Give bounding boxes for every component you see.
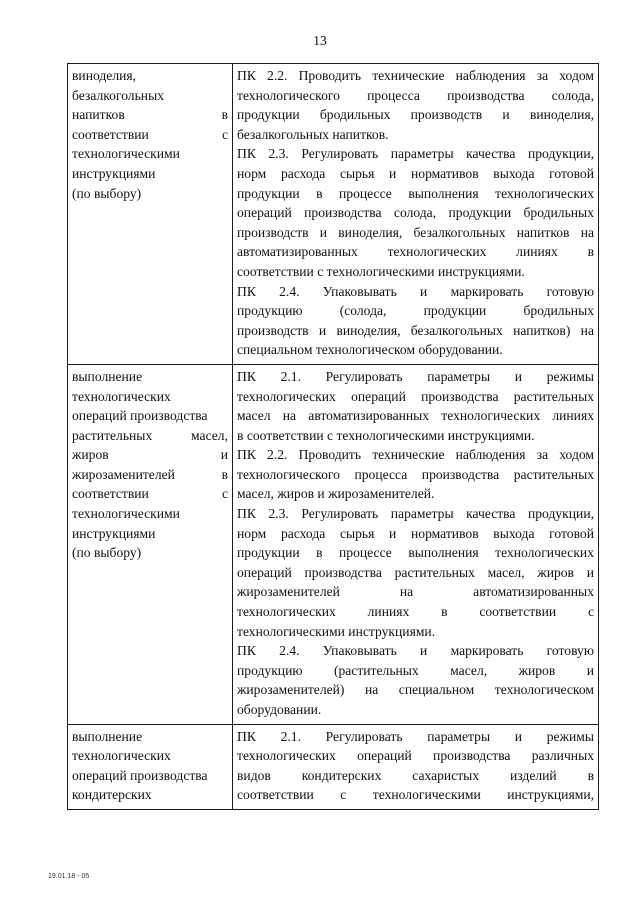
- competency-line: операций производства солода, продукции бродильных: [237, 205, 594, 221]
- competency-line: специальном технологическом оборудовании.: [237, 342, 503, 358]
- activity-line: технологическими: [72, 506, 180, 522]
- table-row: [68, 64, 599, 365]
- activity-line: виноделия,: [72, 68, 137, 83]
- competency-line: ПК 2.4. Упаковывать и маркировать готовую: [237, 643, 594, 659]
- footer-code: 19.01.18 - 05: [48, 873, 90, 880]
- competency-line: производств и виноделия, безалкогольных напитков) на: [237, 322, 594, 338]
- competency-cell: [233, 64, 599, 365]
- activity-line: операций производства: [72, 767, 208, 783]
- competency-line: автоматизированных технологических линиях в: [237, 244, 594, 260]
- activity-line: жирозаменителей в: [72, 466, 228, 482]
- competency-line: безалкогольных напитков.: [237, 126, 389, 142]
- competency-line: ПК 2.1. Регулировать параметры и режимы: [237, 368, 594, 384]
- activity-line: инструкциями: [72, 165, 156, 181]
- competency-line: продукции в процессе выполнения технологических: [237, 545, 594, 561]
- activity-line: соответствии с: [72, 486, 228, 502]
- competency-line: технологических операций производства растительных: [237, 388, 594, 404]
- activity-line: технологических: [72, 748, 171, 764]
- competency-line: ПК 2.2. Проводить технические наблюдения за ходом: [237, 68, 594, 83]
- activity-cell: [68, 64, 233, 365]
- competency-line: норм расхода сырья и нормативов выхода готовой: [237, 525, 594, 541]
- competency-line: продукции бродильных производств и виноделия,: [237, 107, 594, 123]
- competency-line: продукции в процессе выполнения технологических: [237, 185, 594, 201]
- activity-line: операций производства: [72, 408, 208, 424]
- competency-line: производств и виноделия, безалкогольных напитков на: [237, 224, 594, 240]
- activity-line: соответствии с: [72, 126, 228, 142]
- competency-line: технологических операций производства различных: [237, 748, 594, 764]
- competency-line: ПК 2.2. Проводить технические наблюдения за ходом: [237, 447, 594, 463]
- competency-line: норм расхода сырья и нормативов выхода готовой: [237, 165, 594, 181]
- table-row: [68, 364, 599, 724]
- activity-line: (по выбору): [72, 545, 142, 561]
- competency-line: масел, жиров и жирозаменителей.: [237, 486, 435, 502]
- competency-line: жирозаменителей на автоматизированных: [237, 584, 594, 600]
- competency-line: соответствии с технологическими инструкциями,: [237, 787, 594, 803]
- activity-line: растительных масел,: [72, 427, 228, 443]
- competency-cell: [233, 364, 599, 724]
- activity-line: выполнение: [72, 368, 143, 384]
- activity-line: технологических: [72, 388, 171, 404]
- table-row: [68, 724, 599, 809]
- competency-line: соответствии с технологическими инструкциями.: [237, 263, 525, 279]
- competency-cell: [233, 724, 599, 809]
- activity-line: кондитерских: [72, 787, 152, 803]
- activity-line: жиров и: [72, 447, 228, 463]
- competency-line: масел на автоматизированных технологических линиях: [237, 408, 594, 424]
- competency-line: ПК 2.4. Упаковывать и маркировать готовую: [237, 283, 594, 299]
- activity-cell: [68, 364, 233, 724]
- competency-line: видов кондитерских сахаристых изделий в: [237, 767, 594, 783]
- activity-line: (по выбору): [72, 185, 142, 201]
- competency-line: операций производства растительных масел, жиров и: [237, 564, 594, 580]
- competency-line: ПК 2.1. Регулировать параметры и режимы: [237, 728, 594, 744]
- competency-line: технологических линиях в соответствии с: [237, 604, 594, 620]
- competency-line: технологическими инструкциями.: [237, 623, 436, 639]
- competency-line: ПК 2.3. Регулировать параметры качества продукции,: [237, 146, 594, 162]
- competency-line: в соответствии с технологическими инструкциями.: [237, 427, 535, 443]
- competency-line: продукцию (растительных масел, жиров и: [237, 662, 594, 678]
- activity-cell: [68, 724, 233, 809]
- competency-line: ПК 2.3. Регулировать параметры качества продукции,: [237, 506, 594, 522]
- competency-line: технологического процесса производства растительных: [237, 466, 594, 482]
- competency-line: оборудовании.: [237, 702, 322, 717]
- activity-line: инструкциями: [72, 525, 156, 541]
- competency-table: [67, 63, 599, 810]
- competency-line: технологического процесса производства солода,: [237, 87, 594, 103]
- page-number: 13: [313, 33, 327, 48]
- activity-line: безалкогольных: [72, 87, 164, 103]
- activity-line: напитков в: [72, 107, 228, 123]
- activity-line: технологическими: [72, 146, 180, 162]
- competency-line: жирозаменителей) на специальном технологическом: [237, 682, 594, 698]
- competency-line: продукцию (солода, продукции бродильных: [237, 303, 594, 319]
- activity-line: выполнение: [72, 728, 143, 744]
